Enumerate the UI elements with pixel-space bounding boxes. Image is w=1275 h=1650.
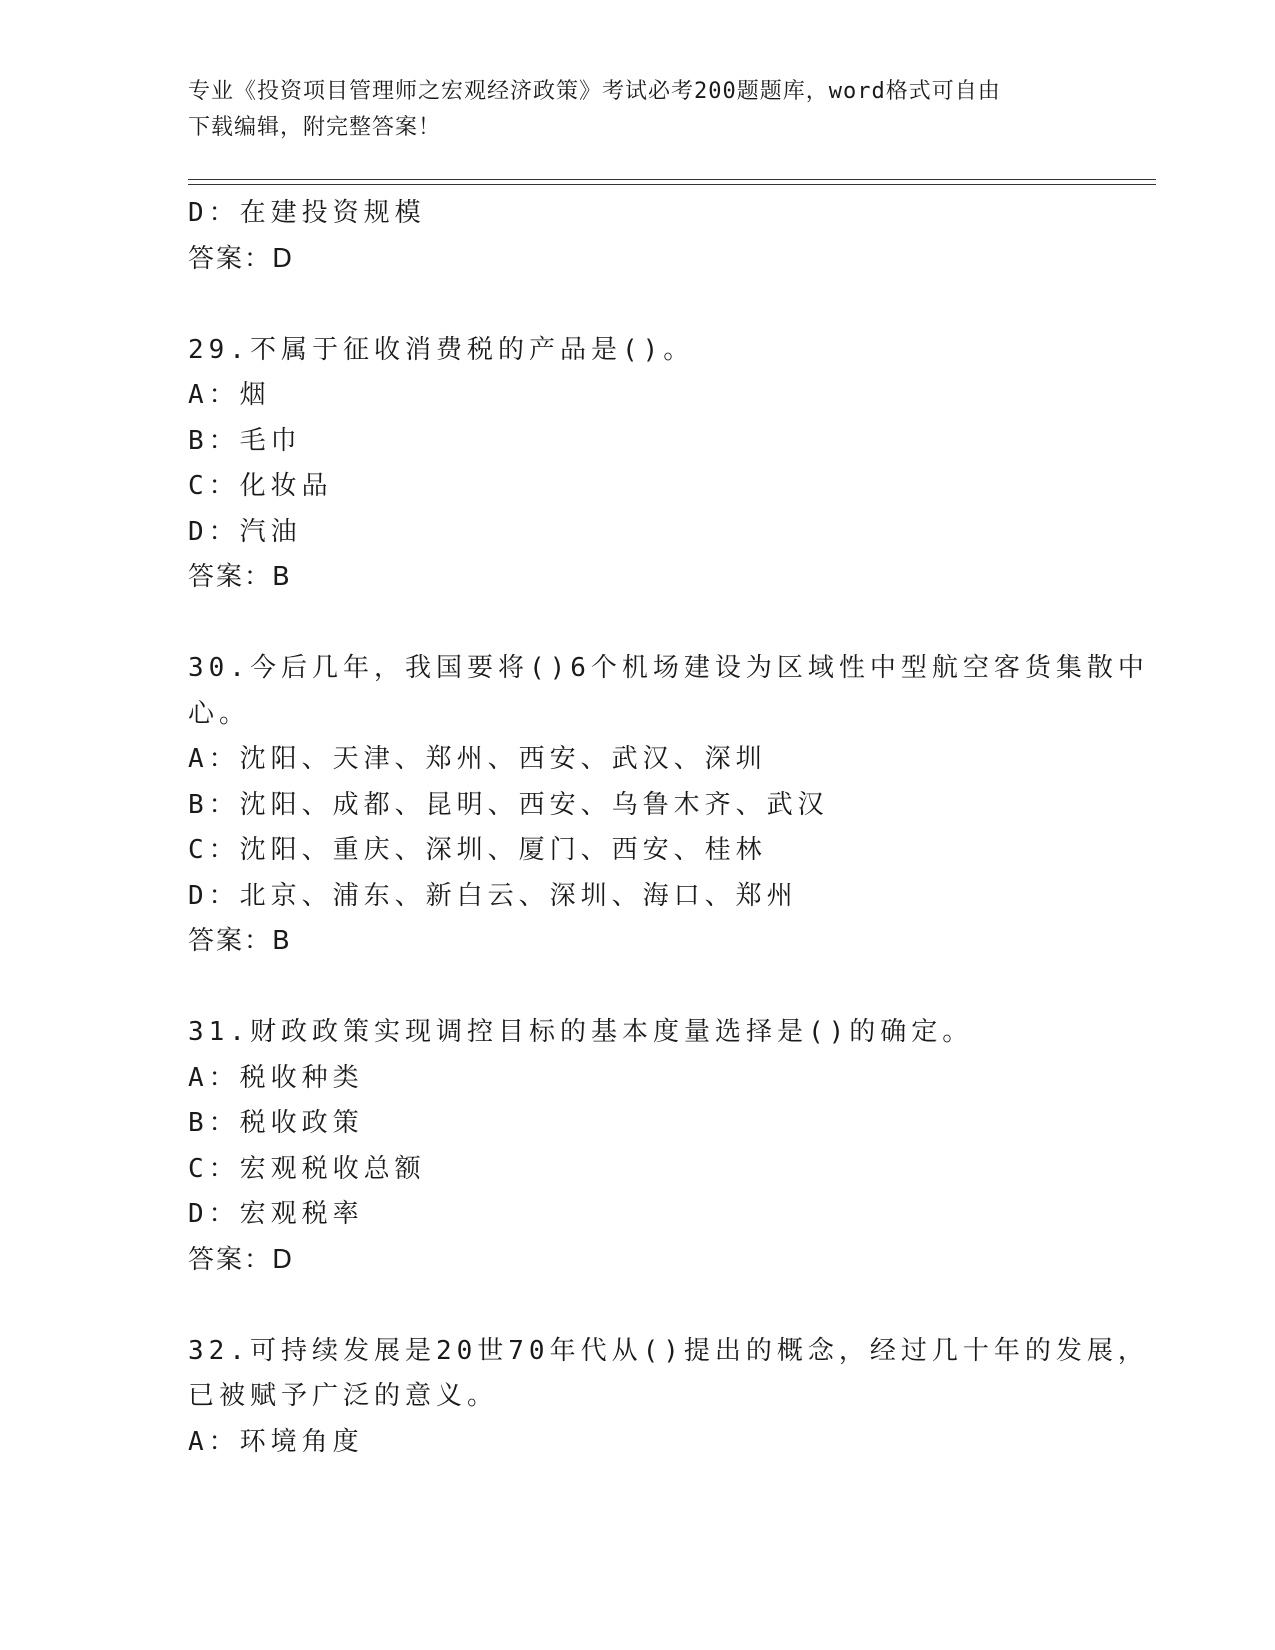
question-29 [188,328,1088,601]
header-line-1: 专业《投资项目管理师之宏观经济政策》考试必考200题题库，word格式可自由 [188,79,1001,104]
question-list [188,191,1149,1465]
option-d: D：汽油 [188,516,302,547]
question-stem-line-1: 30.今后几年，我国要将()6个机场建设为区域性中型航空客货集散中 [188,653,1149,683]
question-stem-line-2: 心。 [188,698,251,729]
document-header [188,74,1088,146]
option-b: B：沈阳、成都、昆明、西安、乌鲁木齐、武汉 [188,789,829,820]
header-divider-bottom [188,184,1156,185]
question-stem: 29.不属于征收消费税的产品是()。 [188,334,695,365]
answer-line: 答案：D [188,243,295,274]
option-a: A：烟 [188,380,271,410]
option-a: A：税收种类 [188,1062,364,1093]
spacer [188,601,1088,647]
option-d: D：北京、浦东、新白云、深圳、海口、郑州 [188,880,798,911]
header-divider-top [188,179,1156,180]
question-31 [188,1010,1088,1283]
option-d: D：宏观税率 [188,1199,364,1229]
spacer [188,1283,1088,1329]
answer-line: 答案：B [188,562,292,592]
option-c: C：化妆品 [188,471,333,501]
option-b: B：毛巾 [188,425,302,456]
option-d: D：在建投资规模 [188,198,426,228]
header-line-2: 下载编辑，附完整答案！ [188,115,442,140]
spacer [188,965,1088,1011]
question-stem-line-2: 已被赋予广泛的意义。 [188,1381,499,1411]
option-a: A：沈阳、天津、郑州、西安、武汉、深圳 [188,744,767,774]
option-b: B：税收政策 [188,1108,364,1138]
option-a: A：环境角度 [188,1426,364,1457]
question-32 [188,1329,1149,1466]
option-c: C：沈阳、重庆、深圳、厦门、西安、桂林 [188,835,767,865]
question-stem-line-1: 32.可持续发展是20世70年代从()提出的概念，经过几十年的发展， [188,1335,1149,1366]
question-30 [188,646,1149,965]
option-c: C：宏观税收总额 [188,1153,426,1184]
spacer [188,282,1088,328]
answer-line: 答案：D [188,1244,295,1275]
answer-line: 答案：B [188,926,292,956]
question-stem: 31.财政政策实现调控目标的基本度量选择是()的确定。 [188,1017,974,1047]
